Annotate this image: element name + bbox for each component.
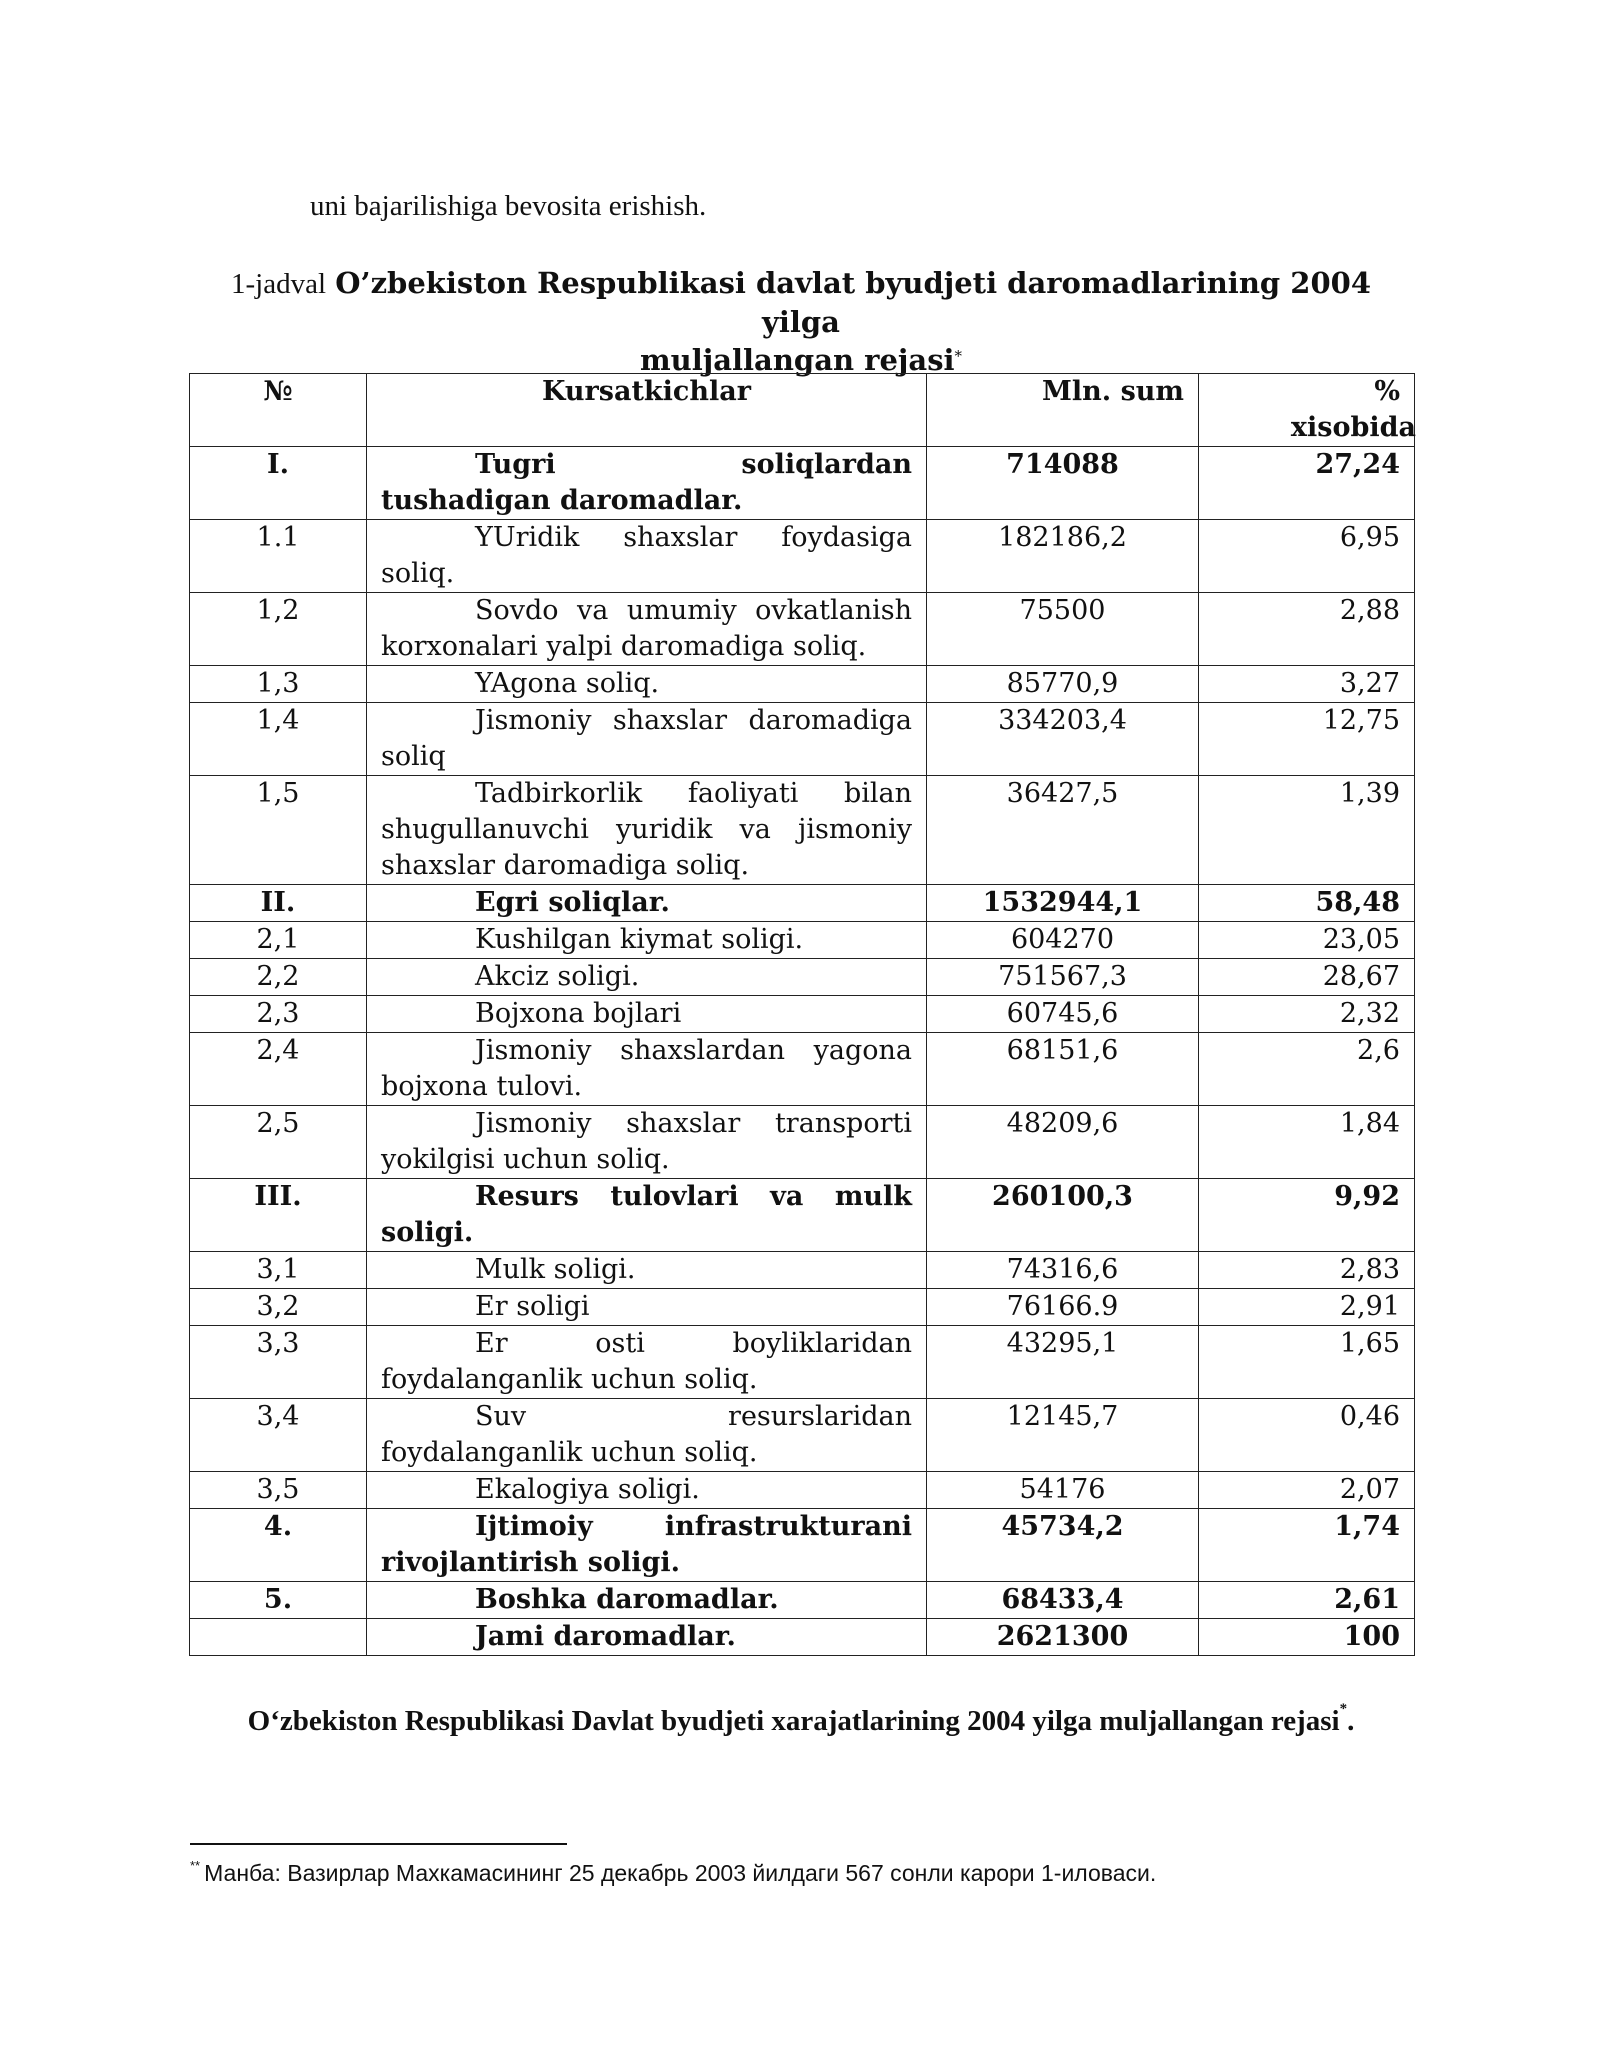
row-mln-sum: 54176 (927, 1472, 1199, 1509)
row-percent: 100 (1199, 1619, 1415, 1656)
row-number: 1,3 (190, 666, 367, 703)
row-number: 3,4 (190, 1399, 367, 1472)
row-mln-sum: 12145,7 (927, 1399, 1199, 1472)
header-percent-label: xisobida (1290, 412, 1416, 443)
row-indicator (367, 520, 927, 593)
header-percent-sign: % (1374, 376, 1400, 407)
row-indicator-text: Ekalogiya soligi. (475, 1474, 700, 1505)
footnote-divider (190, 1843, 567, 1845)
row-mln-sum: 48209,6 (927, 1106, 1199, 1179)
row-number: II. (190, 885, 367, 922)
row-indicator (367, 447, 927, 520)
row-percent: 2,91 (1199, 1289, 1415, 1326)
table-row (190, 666, 1415, 703)
row-indicator (367, 1033, 927, 1106)
row-mln-sum: 68151,6 (927, 1033, 1199, 1106)
row-mln-sum: 76166.9 (927, 1289, 1199, 1326)
row-percent: 28,67 (1199, 959, 1415, 996)
row-percent: 27,24 (1199, 447, 1415, 520)
table-title-mark: * (954, 347, 963, 365)
row-number: I. (190, 447, 367, 520)
section-title (190, 1701, 1412, 1738)
row-indicator (367, 922, 927, 959)
row-mln-sum: 1532944,1 (927, 885, 1199, 922)
row-number: 1.1 (190, 520, 367, 593)
row-indicator (367, 1326, 927, 1399)
row-mln-sum: 68433,4 (927, 1582, 1199, 1619)
row-percent: 2,61 (1199, 1582, 1415, 1619)
row-percent: 3,27 (1199, 666, 1415, 703)
row-number: 2,2 (190, 959, 367, 996)
row-percent: 58,48 (1199, 885, 1415, 922)
row-mln-sum: 2621300 (927, 1619, 1199, 1656)
row-indicator (367, 1582, 927, 1619)
row-mln-sum: 75500 (927, 593, 1199, 666)
row-number: 2,1 (190, 922, 367, 959)
row-indicator-text: Jismoniy shaxslar daromadiga soliq (381, 705, 912, 772)
row-number: III. (190, 1179, 367, 1252)
section-title-mark: * (1339, 1701, 1348, 1717)
table-row (190, 1106, 1415, 1179)
footnote (190, 1860, 1156, 1887)
table-row (190, 1619, 1415, 1656)
row-mln-sum: 260100,3 (927, 1179, 1199, 1252)
row-number: 3,1 (190, 1252, 367, 1289)
table-row (190, 885, 1415, 922)
table-row (190, 1033, 1415, 1106)
row-number: 3,3 (190, 1326, 367, 1399)
row-indicator-text: Resurs tulovlari va mulk soligi. (381, 1181, 912, 1248)
table-body (190, 447, 1415, 1656)
row-percent: 2,32 (1199, 996, 1415, 1033)
row-mln-sum: 182186,2 (927, 520, 1199, 593)
row-number: 4. (190, 1509, 367, 1582)
table-row (190, 996, 1415, 1033)
row-indicator-text: Tugri soliqlardan tushadigan daromadlar. (381, 449, 912, 516)
section-title-end: . (1347, 1705, 1355, 1737)
row-indicator (367, 1252, 927, 1289)
row-indicator (367, 1289, 927, 1326)
table-row (190, 922, 1415, 959)
row-indicator-text: Bojxona bojlari (475, 998, 682, 1029)
row-mln-sum: 45734,2 (927, 1509, 1199, 1582)
row-indicator-text: Suv resurslaridan foydalanganlik uchun soliq. (381, 1401, 912, 1468)
header-number: № (190, 374, 367, 447)
table-title-line1: O’zbekiston Respublikasi davlat byudjeti daromadlarining 2004 yilga (335, 266, 1371, 339)
table-row (190, 520, 1415, 593)
table-title-line2: muljallangan rejasi (639, 343, 955, 377)
row-percent: 2,83 (1199, 1252, 1415, 1289)
row-percent: 1,84 (1199, 1106, 1415, 1179)
row-number: 2,3 (190, 996, 367, 1033)
footnote-text: Манба: Вазирлар Махкамасининг 25 декабрь 2003 йилдаги 567 сонли карори 1-иловаси. (204, 1860, 1157, 1886)
table-row (190, 703, 1415, 776)
row-indicator (367, 776, 927, 885)
row-indicator-text: Jami daromadlar. (475, 1621, 736, 1652)
row-indicator (367, 885, 927, 922)
table-row (190, 447, 1415, 520)
row-indicator (367, 1472, 927, 1509)
row-percent: 0,46 (1199, 1399, 1415, 1472)
row-percent: 23,05 (1199, 922, 1415, 959)
row-number: 2,5 (190, 1106, 367, 1179)
row-indicator-text: Akciz soligi. (475, 961, 640, 992)
revenue-table (189, 373, 1415, 1656)
row-number: 5. (190, 1582, 367, 1619)
row-mln-sum: 85770,9 (927, 666, 1199, 703)
row-indicator (367, 1106, 927, 1179)
row-indicator (367, 996, 927, 1033)
row-number: 1,4 (190, 703, 367, 776)
row-number: 1,5 (190, 776, 367, 885)
row-mln-sum: 604270 (927, 922, 1199, 959)
row-percent: 2,07 (1199, 1472, 1415, 1509)
row-mln-sum: 74316,6 (927, 1252, 1199, 1289)
row-percent: 12,75 (1199, 703, 1415, 776)
row-percent: 1,39 (1199, 776, 1415, 885)
row-percent: 6,95 (1199, 520, 1415, 593)
row-indicator-text: Sovdo va umumiy ovkatlanish korxonalari yalpi daromadiga soliq. (381, 595, 912, 662)
header-percent (1199, 374, 1415, 447)
row-percent: 1,65 (1199, 1326, 1415, 1399)
table-row (190, 1399, 1415, 1472)
row-indicator (367, 1619, 927, 1656)
table-row (190, 1179, 1415, 1252)
row-indicator-text: Ijtimoiy infrastrukturani rivojlantirish soligi. (381, 1511, 912, 1578)
table-row (190, 593, 1415, 666)
table-number: 1-jadval (231, 268, 327, 300)
row-percent: 1,74 (1199, 1509, 1415, 1582)
row-percent: 9,92 (1199, 1179, 1415, 1252)
row-number: 2,4 (190, 1033, 367, 1106)
row-indicator-text: Er osti boyliklaridan foydalanganlik uchun soliq. (381, 1328, 912, 1395)
table-row (190, 1582, 1415, 1619)
row-indicator-text: Jismoniy shaxslar transporti yokilgisi uchun soliq. (381, 1108, 912, 1175)
header-mln-sum: Mln. sum (927, 374, 1199, 447)
footnote-mark: ** (190, 1858, 201, 1873)
row-mln-sum: 43295,1 (927, 1326, 1199, 1399)
row-mln-sum: 714088 (927, 447, 1199, 520)
row-number: 3,5 (190, 1472, 367, 1509)
row-indicator-text: YAgona soliq. (475, 668, 660, 699)
row-indicator-text: Jismoniy shaxslardan yagona bojxona tulovi. (381, 1035, 912, 1102)
table-caption (190, 264, 1412, 379)
row-indicator-text: Er soligi (475, 1291, 590, 1322)
row-indicator (367, 666, 927, 703)
row-indicator (367, 703, 927, 776)
table-header-row (190, 374, 1415, 447)
table-row (190, 1289, 1415, 1326)
row-number (190, 1619, 367, 1656)
row-indicator-text: YUridik shaxslar foydasiga soliq. (381, 522, 912, 589)
row-indicator-text: Boshka daromadlar. (475, 1584, 779, 1615)
section-title-text: O‘zbekiston Respublikasi Davlat byudjeti xarajatlarining 2004 yilga muljallangan rejasi (247, 1705, 1340, 1737)
row-mln-sum: 60745,6 (927, 996, 1199, 1033)
row-percent: 2,88 (1199, 593, 1415, 666)
row-mln-sum: 334203,4 (927, 703, 1199, 776)
row-indicator-text: Kushilgan kiymat soligi. (475, 924, 804, 955)
row-indicator-text: Egri soliqlar. (475, 887, 670, 918)
table-row (190, 776, 1415, 885)
table-row (190, 1509, 1415, 1582)
row-indicator (367, 1509, 927, 1582)
header-indicators: Kursatkichlar (367, 374, 927, 447)
row-indicator (367, 1399, 927, 1472)
row-indicator (367, 593, 927, 666)
row-number: 1,2 (190, 593, 367, 666)
table-row (190, 959, 1415, 996)
row-indicator (367, 1179, 927, 1252)
row-mln-sum: 36427,5 (927, 776, 1199, 885)
table-row (190, 1472, 1415, 1509)
row-percent: 2,6 (1199, 1033, 1415, 1106)
row-indicator-text: Tadbirkorlik faoliyati bilan shugullanuvchi yuridik va jismoniy shaxslar daromadiga soliq. (381, 778, 912, 881)
row-indicator (367, 959, 927, 996)
intro-text: uni bajarilishiga bevosita erishish. (310, 190, 707, 222)
table-row (190, 1326, 1415, 1399)
table-row (190, 1252, 1415, 1289)
row-indicator-text: Mulk soligi. (475, 1254, 636, 1285)
row-mln-sum: 751567,3 (927, 959, 1199, 996)
row-number: 3,2 (190, 1289, 367, 1326)
